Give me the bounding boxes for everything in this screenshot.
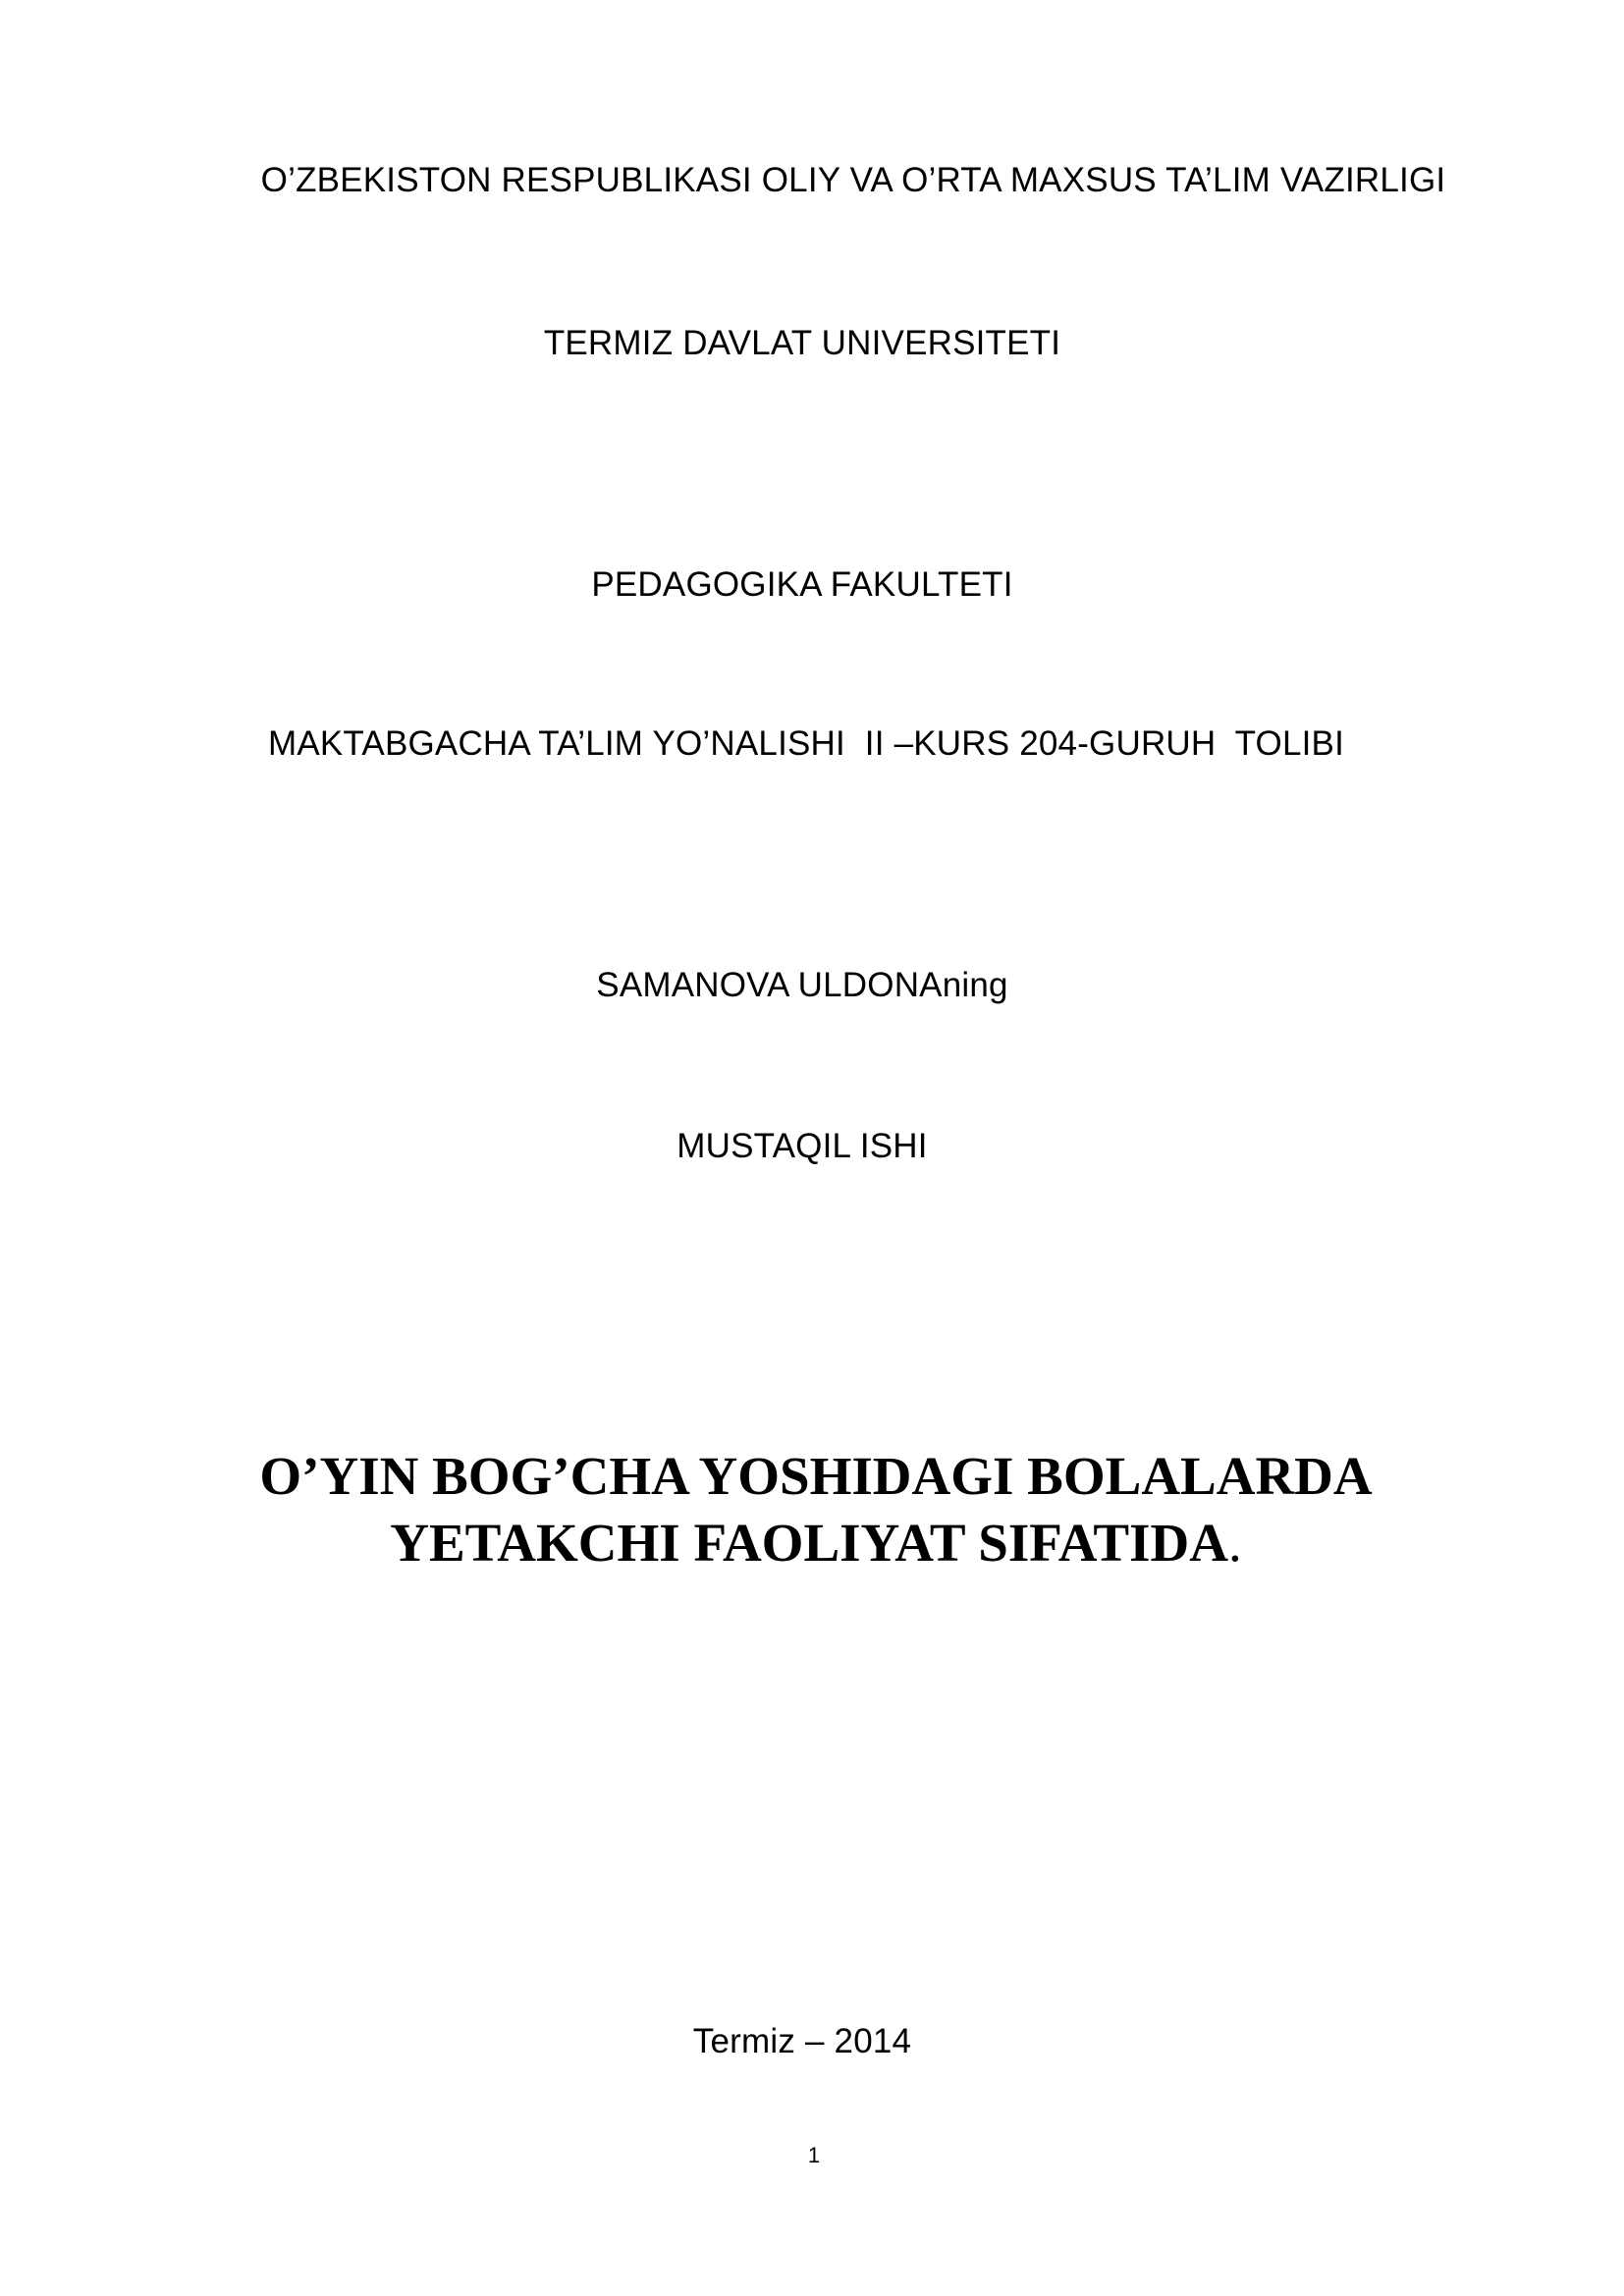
author-name: SAMANOVA ULDONAning	[596, 966, 1008, 1004]
place-and-year: Termiz – 2014	[692, 2022, 912, 2060]
university-name: TERMIZ DAVLAT UNIVERSITETI	[543, 324, 1061, 362]
ministry-heading: O’ZBEKISTON RESPUBLIKASI OLIY VA O’RTA MAXSUS TA’LIM VAZIRLIGI	[260, 161, 1446, 199]
title-line-2-text: YETAKCHI FAOLIYAT SIFATIDA	[390, 1513, 1228, 1573]
title-line-1: O’YIN BOG’CHA YOSHIDAGI BOLALARDA	[259, 1446, 1373, 1506]
document-title	[0, 1443, 1624, 1576]
study-direction: MAKTABGACHA TA’LIM YO’NALISHI II –KURS 204-GURUH TOLIBI	[267, 724, 1345, 763]
faculty-name: PEDAGOGIKA FAKULTETI	[591, 565, 1013, 604]
title-end-mark: .	[1227, 1513, 1242, 1573]
work-type: MUSTAQIL ISHI	[677, 1127, 928, 1165]
page-number: 1	[807, 2143, 821, 2167]
title-line-2	[0, 1510, 1624, 1576]
